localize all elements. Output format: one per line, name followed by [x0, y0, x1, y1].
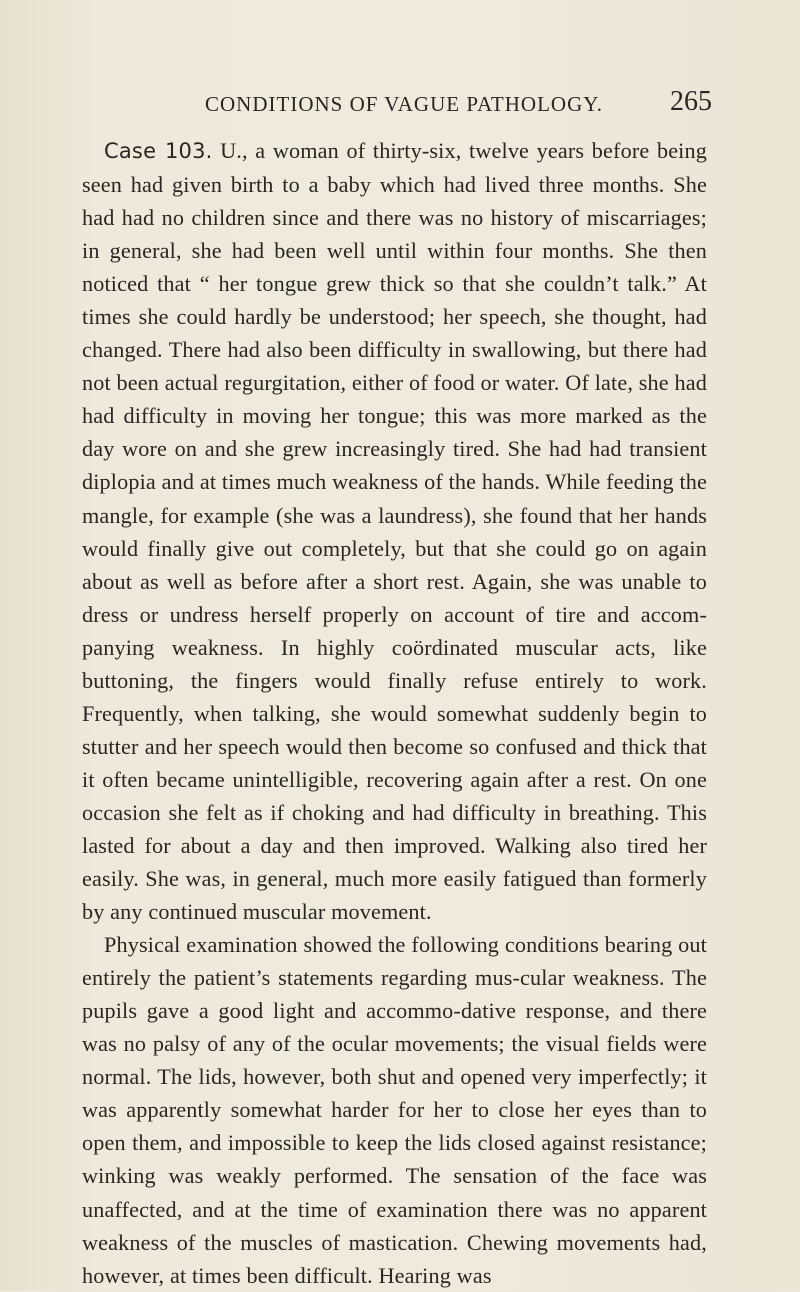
body-text — [82, 134, 707, 1292]
page-header — [82, 86, 712, 126]
paragraph-physical-examination — [82, 928, 707, 1292]
case-label: Case 103. — [104, 139, 213, 163]
page-number: 265 — [670, 86, 712, 117]
running-head: CONDITIONS OF VAGUE PATHOLOGY. — [205, 92, 603, 116]
paragraph-text: Physical examination showed the following conditions bearing out entirely the patient’s statements regarding mus-cular weakness. The pupils gave a good light and accommo-dative response, and there was no palsy of any of the ocular movements; the visual fields were normal. The lids, however, both shut and opened very imperfectly; it was apparently somewhat harder for her to close her eyes than to open them, and impossible to keep the lids closed against resistance; winking was weakly performed. The sensation of the face was unaffected, and at the time of examination there was no apparent weakness of the muscles of mastication. Chewing movements had, however, at times been difficult. Hearing was — [82, 932, 707, 1288]
paragraph-text: U., a woman of thirty-six, twelve years before being seen had given birth to a baby which had lived three months. She had had no children since and there was no history of miscarriages; in general, she had been well until within four months. She then noticed that “ her tongue grew thick so that she couldn’t talk.” At times she could hardly be understood; her speech, she thought, had changed. There had also been difficulty in swallowing, but there had not been actual regurgitation, either of food or water. Of late, she had had difficulty in moving her tongue; this was more marked as the day wore on and she grew increasingly tired. She had had transient diplopia and at times much weakness of the hands. While feeding the mangle, for example (she was a laundress), she found that her hands would finally give out completely, but that she could go on again about as well as before after a short rest. Again, she was unable to dress or undress herself properly on account of tire and accom-panying weakness. In highly coördinated muscular acts, like buttoning, the fingers would finally refuse entirely to work. Frequently, when talking, she would somewhat suddenly begin to stutter and her speech would then become so confused and thick that it often became unintelligible, recovering again after a rest. On one occasion she felt as if choking and had difficulty in breathing. This lasted for about a day and then improved. Walking also tired her easily. She was, in general, much more easily fatigued than formerly by any continued muscular movement. — [82, 138, 707, 925]
paragraph-case-history — [82, 134, 707, 928]
